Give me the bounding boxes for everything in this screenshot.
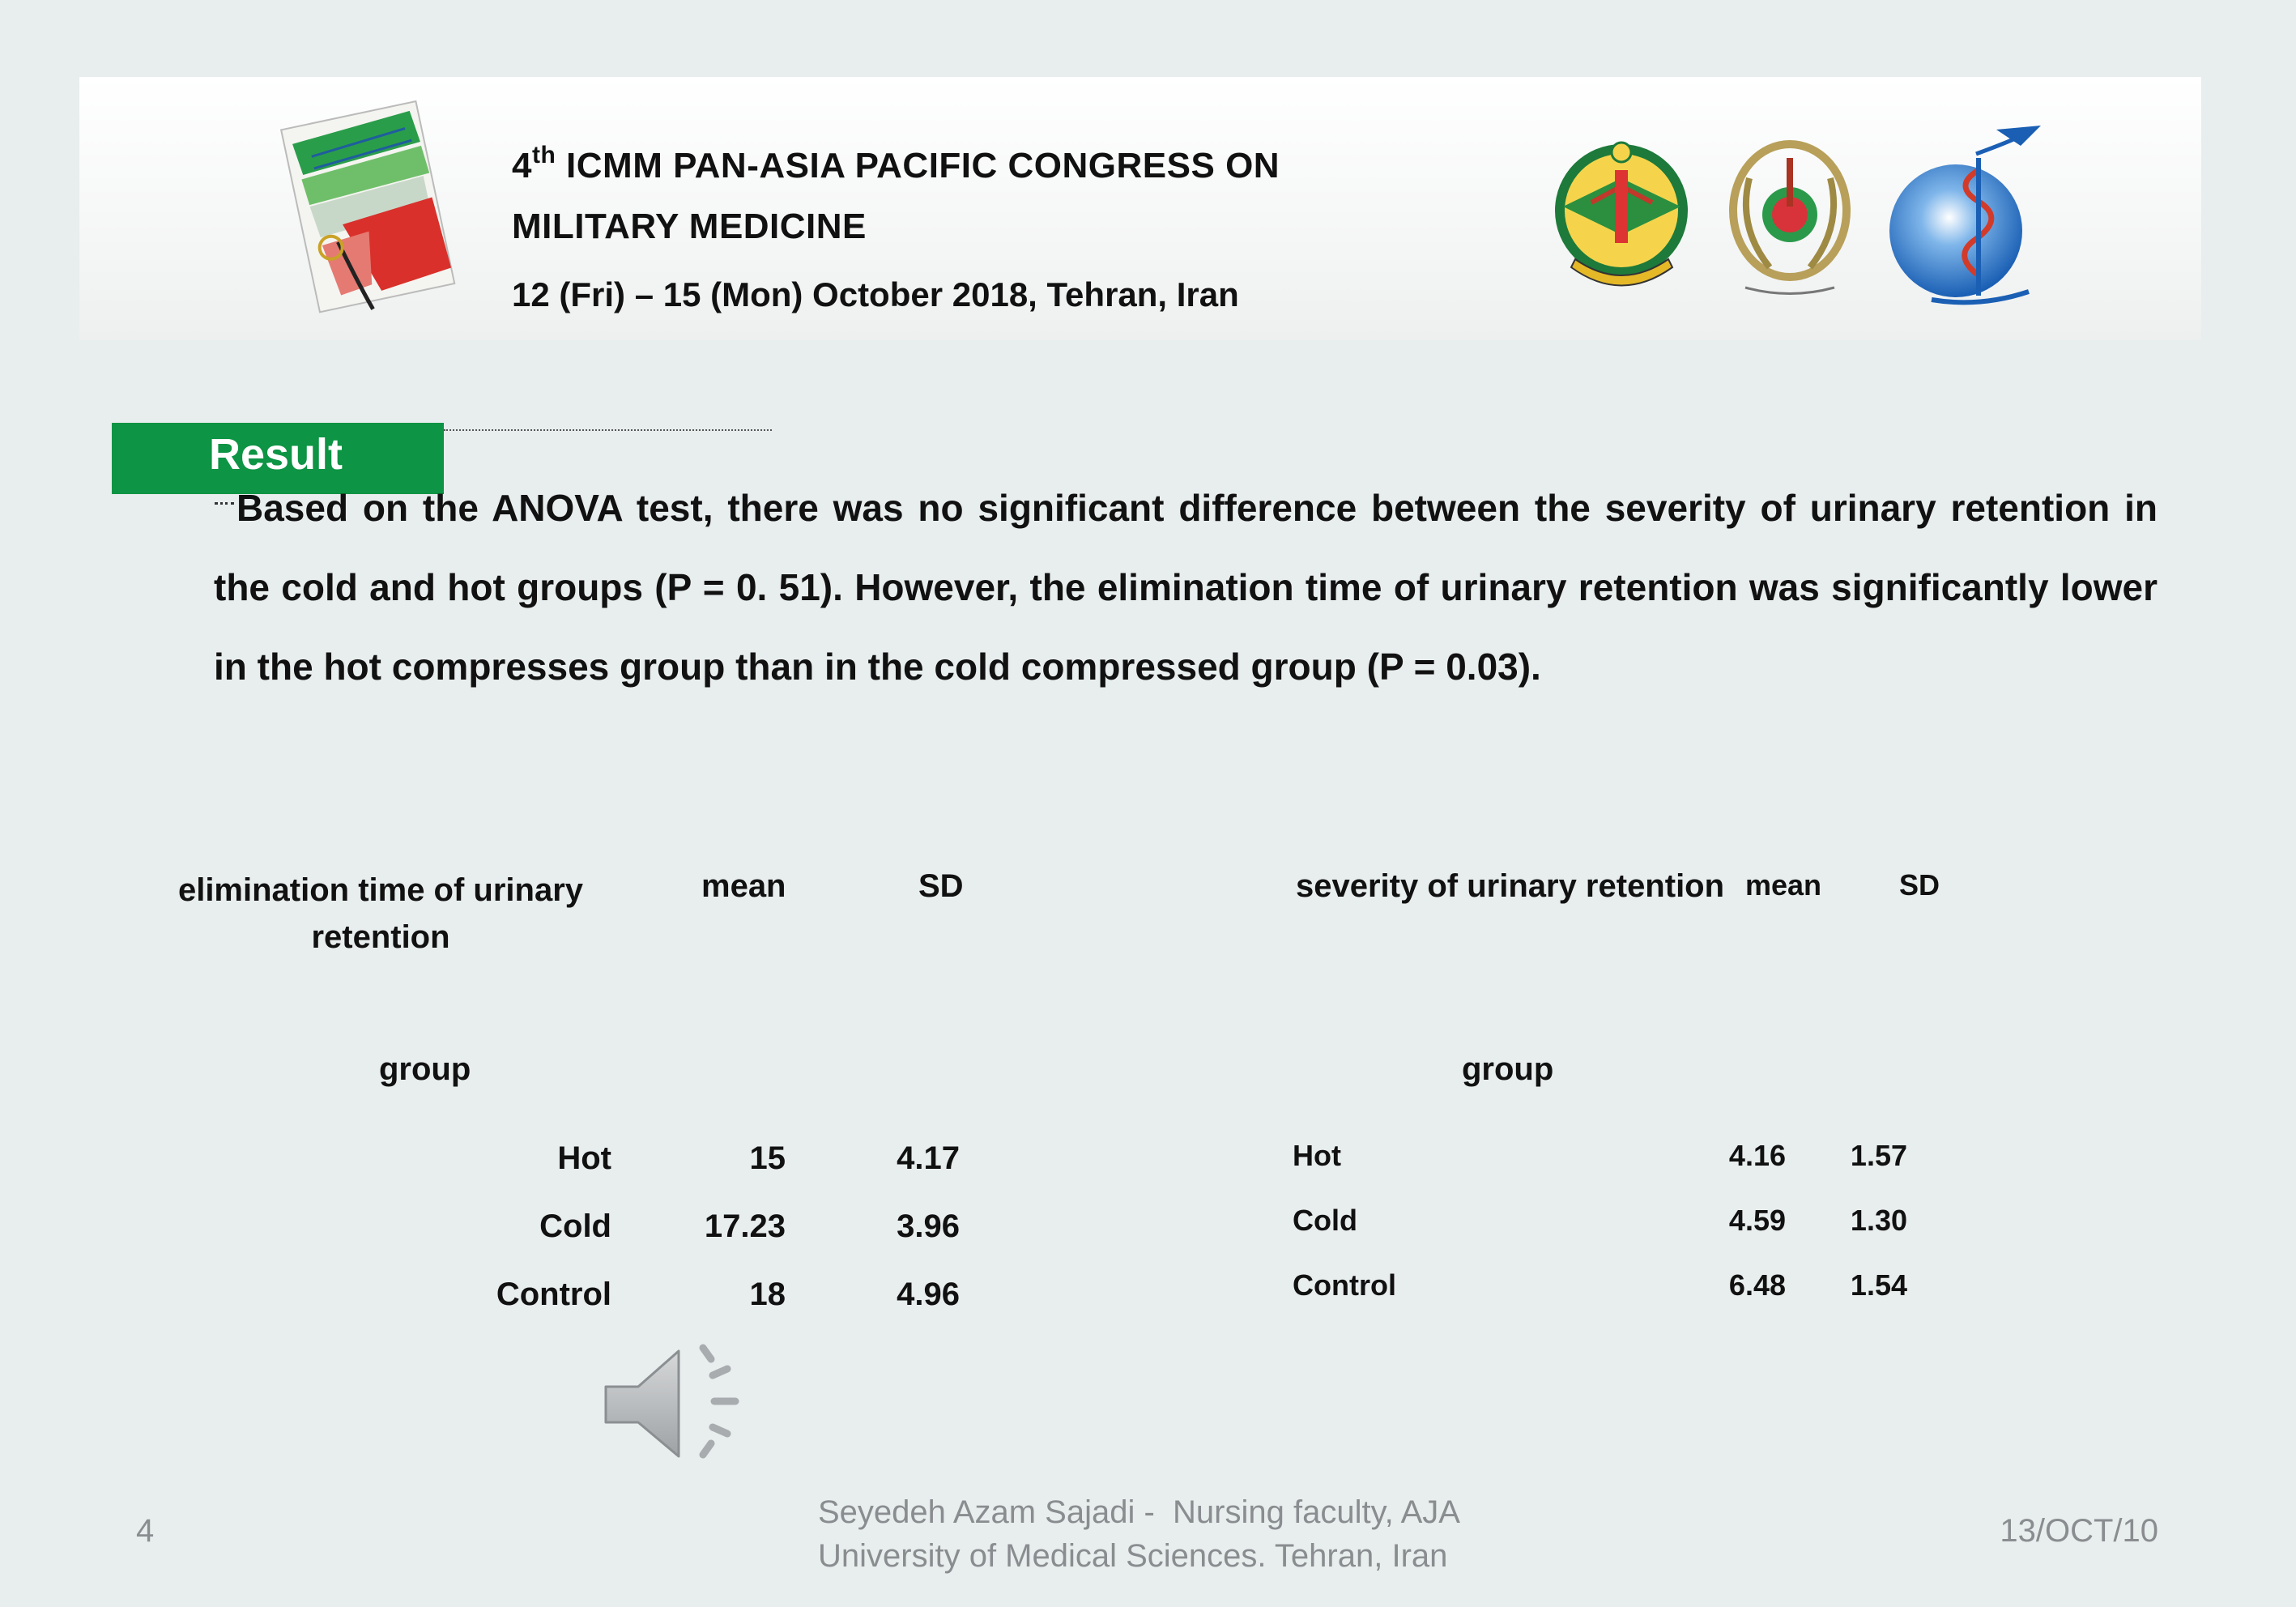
left-row-hot-sd: 4.17 (897, 1140, 960, 1176)
left-col-mean: mean (701, 868, 786, 904)
left-row-hot-group: Hot (557, 1140, 611, 1176)
globe-caduceus-icon (1883, 121, 2045, 308)
right-group-label: group (1462, 1051, 1554, 1087)
congress-title-line1: 4th ICMM PAN-ASIA PACIFIC CONGRESS ON (512, 142, 1280, 185)
left-row-control-mean: 18 (749, 1277, 786, 1312)
page-number: 4 (136, 1513, 155, 1549)
right-col-mean: mean (1745, 868, 1822, 902)
iran-emblem-icon (1721, 130, 1859, 304)
right-row-cold-mean: 4.59 (1728, 1204, 1786, 1237)
left-table-title (162, 867, 599, 961)
right-row-hot-group: Hot (1293, 1139, 1341, 1172)
right-row-control-group: Control (1293, 1268, 1396, 1302)
right-row-cold-sd: 1.30 (1850, 1204, 1907, 1237)
right-col-sd: SD (1899, 868, 1940, 902)
result-paragraph: Based on the ANOVA test, there was no significant difference between the severity of urinary retention in the cold and hot groups (P = 0. 51). However, the elimination time of urinary retention was significantly lower in the hot compresses group than in the cold compressed group (P = 0.03). (214, 487, 2158, 688)
author-credit (818, 1490, 1460, 1578)
author-line2: University of Medical Sciences. Tehran, Iran (818, 1538, 1448, 1574)
author-line1: Seyedeh Azam Sajadi - Nursing faculty, AJA (818, 1494, 1460, 1530)
left-row-control-sd: 4.96 (897, 1277, 960, 1312)
left-row-cold-mean: 17.23 (704, 1208, 786, 1244)
left-title-line2: retention (311, 919, 450, 955)
left-title-line1: elimination time of urinary (177, 872, 584, 908)
army-emblem-icon (1547, 130, 1697, 304)
congress-logo-icon (267, 96, 486, 322)
right-table-title: severity of urinary retention (1296, 868, 1725, 904)
speaker-icon[interactable] (599, 1336, 753, 1474)
right-row-hot-mean: 4.16 (1728, 1139, 1786, 1172)
left-group-label: group (379, 1051, 471, 1087)
right-row-cold-group: Cold (1293, 1204, 1357, 1237)
left-row-control-group: Control (496, 1277, 611, 1312)
right-row-control-sd: 1.54 (1850, 1268, 1907, 1302)
dotted-divider (444, 429, 772, 431)
right-row-control-mean: 6.48 (1728, 1268, 1786, 1302)
left-row-cold-sd: 3.96 (897, 1208, 960, 1244)
congress-dates: 12 (Fri) – 15 (Mon) October 2018, Tehran, Iran (512, 275, 1239, 313)
congress-title-line2: MILITARY MEDICINE (512, 207, 867, 246)
left-col-sd: SD (918, 868, 964, 904)
right-row-hot-sd: 1.57 (1850, 1139, 1907, 1172)
result-heading: Result (209, 430, 343, 479)
slide-date: 13/OCT/10 (2000, 1513, 2158, 1549)
left-row-cold-group: Cold (539, 1208, 611, 1244)
left-row-hot-mean: 15 (749, 1140, 786, 1176)
